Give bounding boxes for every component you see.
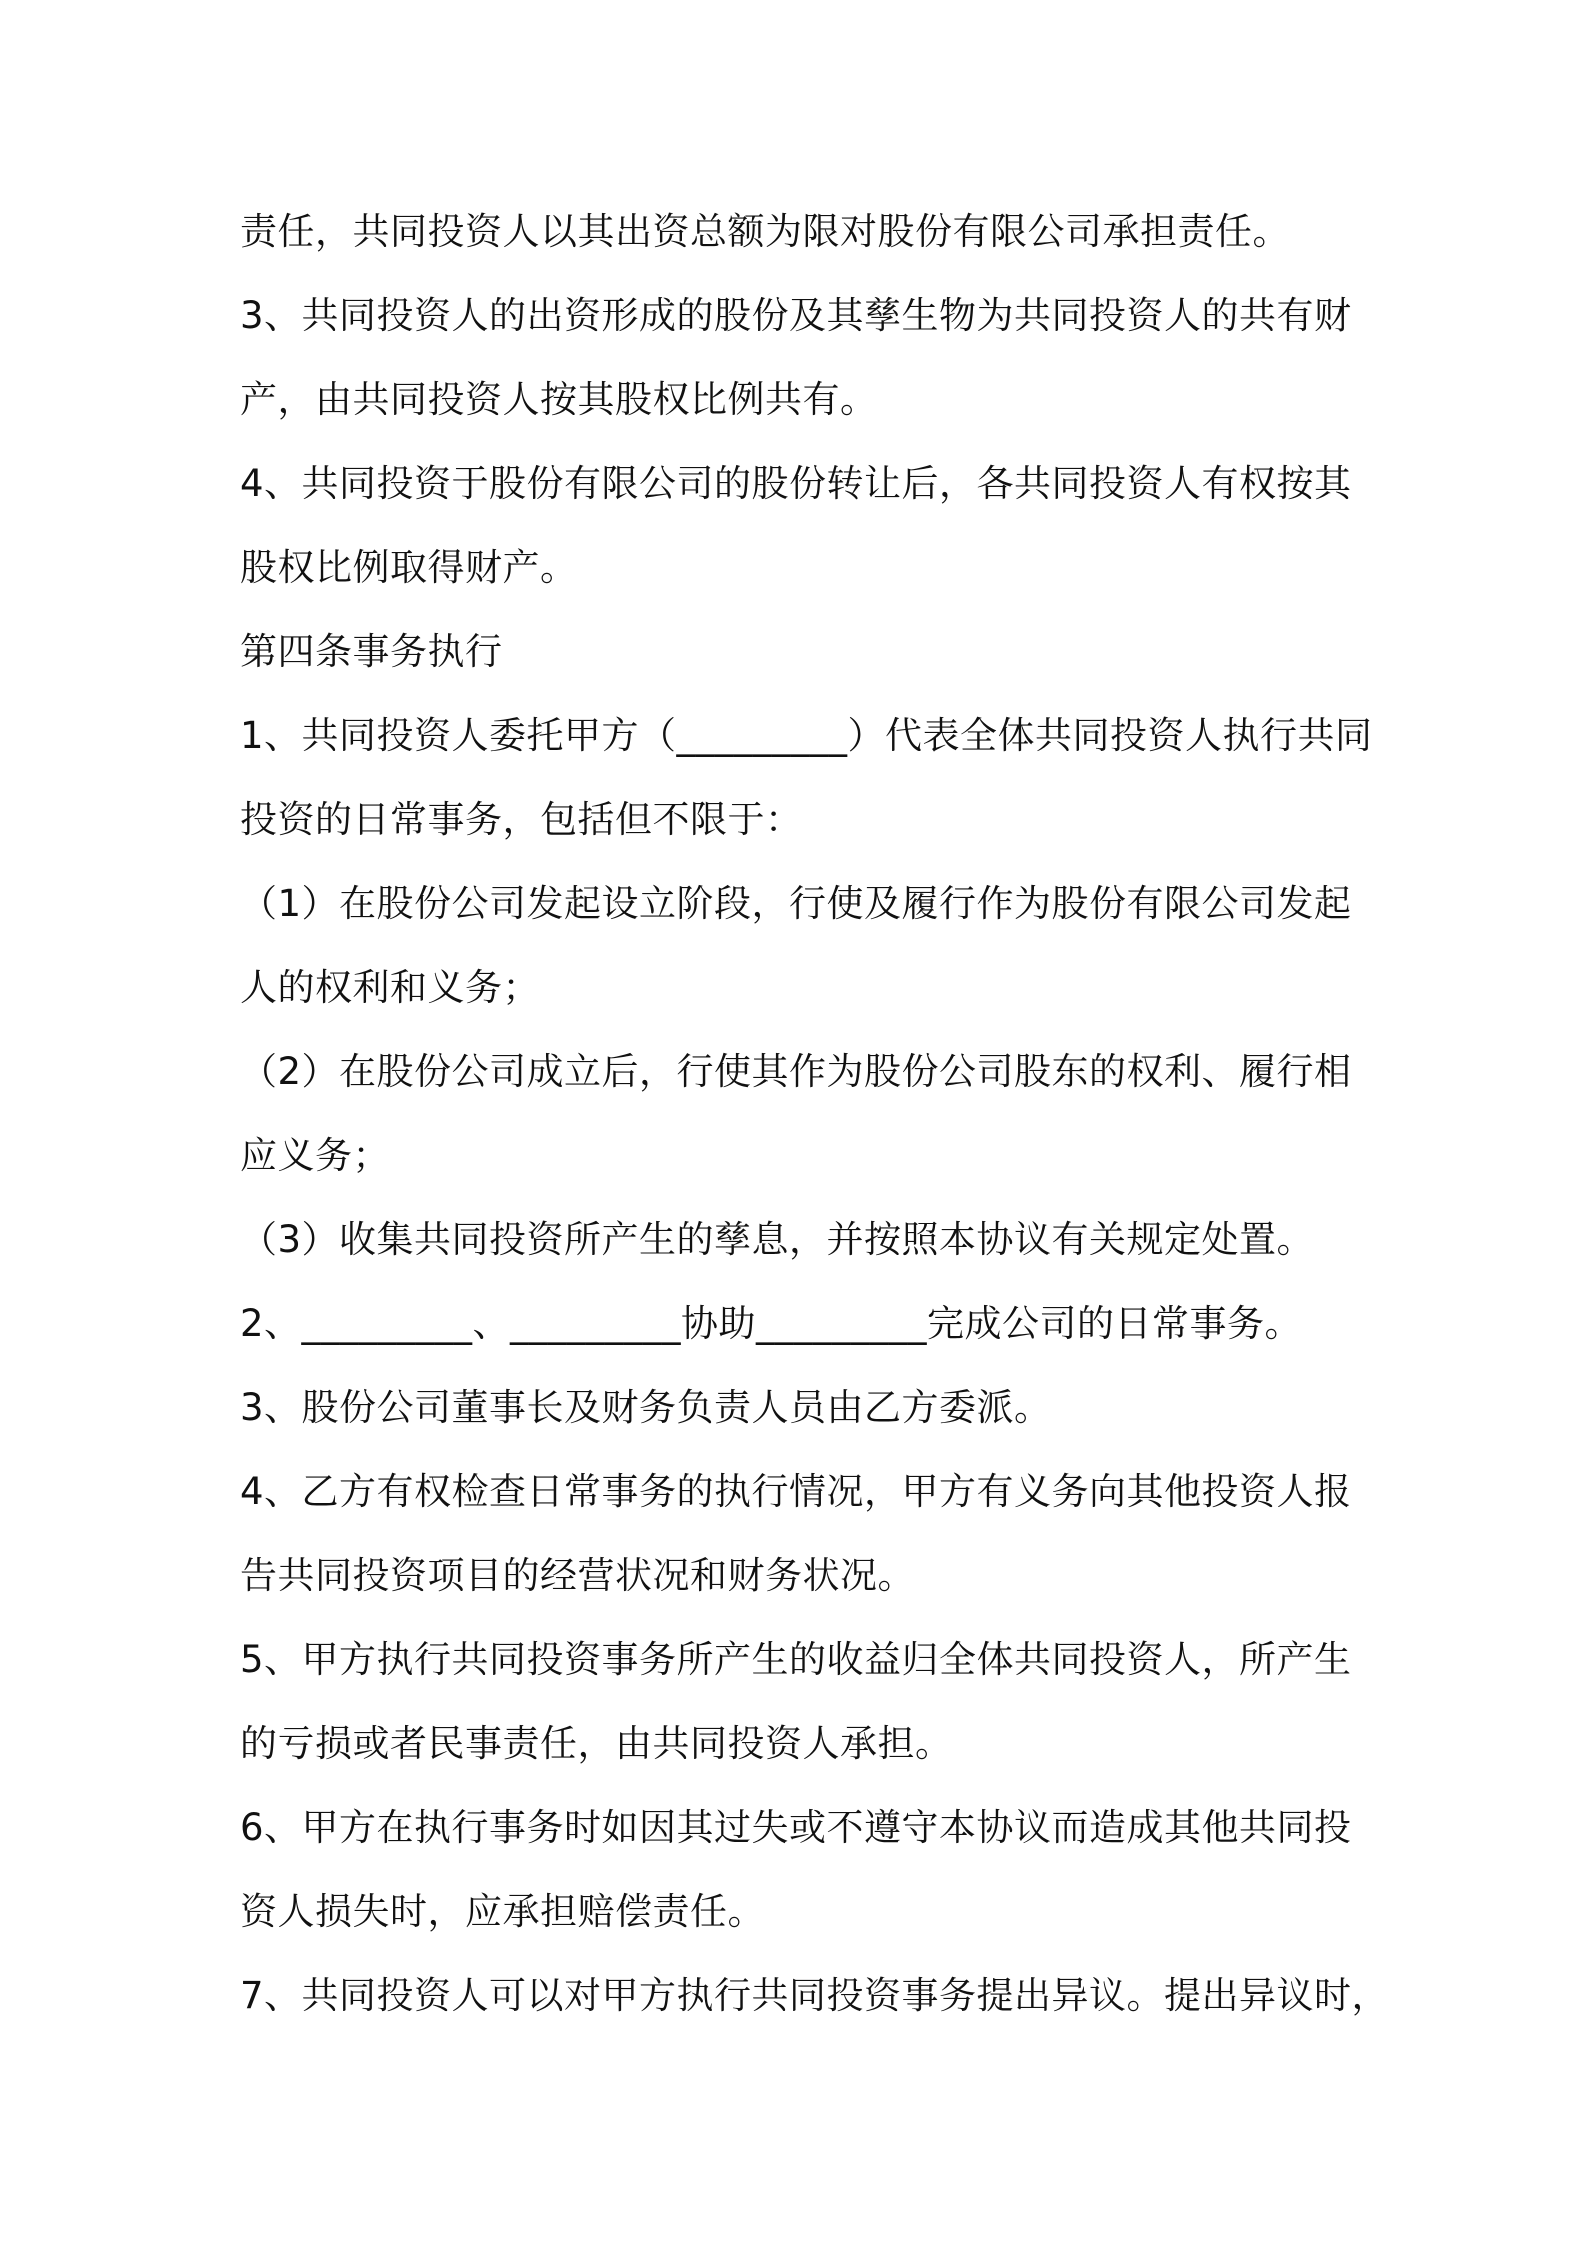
text-line: 6、甲方在执行事务时如因其过失或不遵守本协议而造成其他共同投 (240, 1806, 1352, 1849)
text-line: 资人损失时，应承担赔偿责任。 (240, 1890, 765, 1933)
text-line: 产，由共同投资人按其股权比例共有。 (240, 378, 878, 421)
text-line: 5、甲方执行共同投资事务所产生的收益归全体共同投资人，所产生 (240, 1638, 1352, 1681)
text-line: 1、共同投资人委托甲方（_________）代表全体共同投资人执行共同 (240, 714, 1373, 757)
text-line: （3）收集共同投资所产生的孳息，并按照本协议有关规定处置。 (240, 1218, 1315, 1261)
text-line: 4、乙方有权检查日常事务的执行情况，甲方有义务向其他投资人报 (240, 1470, 1352, 1513)
text-line: 投资的日常事务，包括但不限于： (240, 798, 803, 841)
section-heading: 第四条事务执行 (240, 630, 503, 673)
text-line: 4、共同投资于股份有限公司的股份转让后，各共同投资人有权按其 (240, 462, 1352, 505)
text-line: 2、_________、_________协助_________完成公司的日常事务。 (240, 1302, 1303, 1345)
text-line: 3、股份公司董事长及财务负责人员由乙方委派。 (240, 1386, 1052, 1429)
text-line: 责任，共同投资人以其出资总额为限对股份有限公司承担责任。 (240, 210, 1290, 253)
text-line: （1）在股份公司发起设立阶段，行使及履行作为股份有限公司发起 (240, 882, 1352, 925)
text-line: 应义务； (240, 1134, 390, 1177)
text-line: （2）在股份公司成立后，行使其作为股份公司股东的权利、履行相 (240, 1050, 1352, 1093)
text-line: 告共同投资项目的经营状况和财务状况。 (240, 1554, 915, 1597)
text-line: 股权比例取得财产。 (240, 546, 578, 589)
text-line: 的亏损或者民事责任，由共同投资人承担。 (240, 1722, 953, 1765)
document-body (240, 190, 1390, 2038)
text-line: 7、共同投资人可以对甲方执行共同投资事务提出异议。提出异议时， (240, 1974, 1390, 2017)
text-line: 人的权利和义务； (240, 966, 540, 1009)
text-line: 3、共同投资人的出资形成的股份及其孳生物为共同投资人的共有财 (240, 294, 1352, 337)
